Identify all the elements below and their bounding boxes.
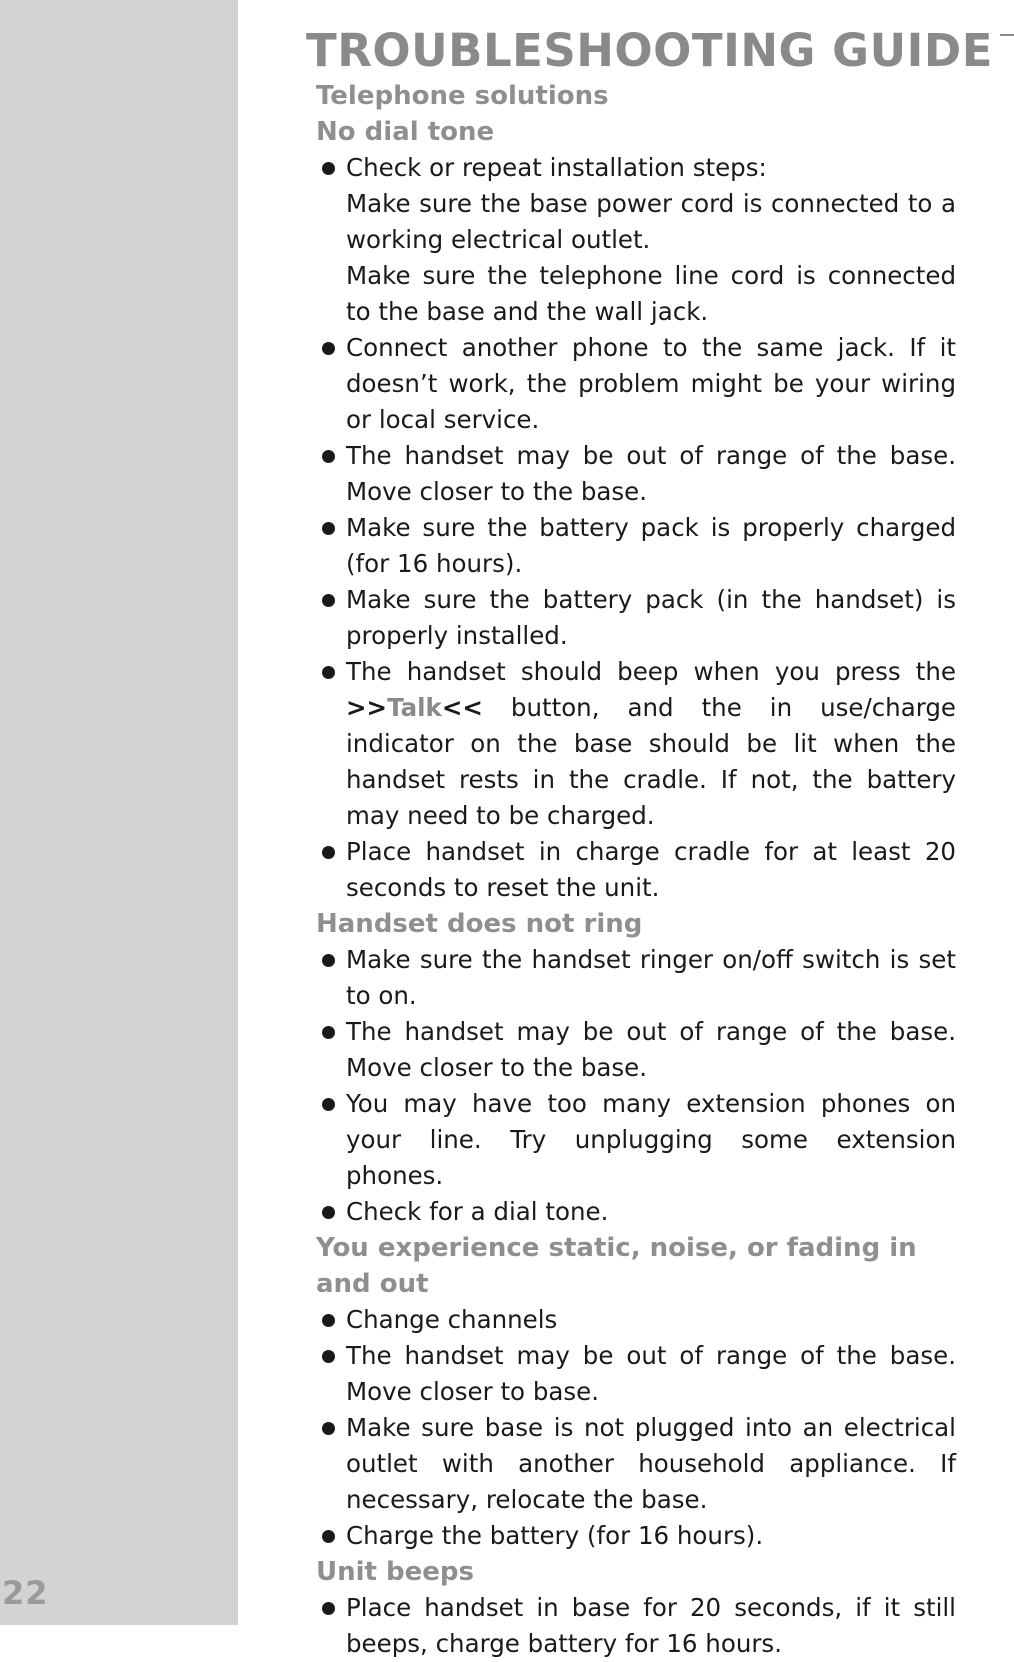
list-item <box>316 1194 956 1230</box>
item-subtext: Make sure the telephone line cord is connected to the base and the wall jack. <box>346 261 956 326</box>
list-item <box>316 1590 956 1662</box>
bullet-icon <box>322 1206 335 1219</box>
item-text: Check for a dial tone. <box>346 1197 609 1226</box>
list-item <box>316 150 956 330</box>
list-handset-does-not-ring <box>316 942 956 1230</box>
item-text: Change channels <box>346 1305 558 1334</box>
item-text: The handset should beep when you press the <box>346 657 956 686</box>
bullet-icon <box>322 162 335 175</box>
list-item <box>316 942 956 1014</box>
list-item <box>316 438 956 510</box>
item-text: The handset may be out of range of the base. Move closer to the base. <box>346 1017 956 1082</box>
bullet-icon <box>322 1098 335 1111</box>
list-item <box>316 582 956 654</box>
bullet-icon <box>322 1530 335 1543</box>
bullet-icon <box>322 1314 335 1327</box>
list-item <box>316 1086 956 1194</box>
bullet-icon <box>322 954 335 967</box>
talk-key-open: >> <box>346 693 388 722</box>
list-item <box>316 330 956 438</box>
list-item <box>316 1338 956 1410</box>
bullet-icon <box>322 846 335 859</box>
item-text: You may have too many extension phones on your line. Try unplugging some extension phones. <box>346 1089 956 1190</box>
bullet-icon <box>322 450 335 463</box>
content-column <box>316 78 956 1662</box>
item-text: button, and the in use/charge indicator on the base should be lit when the handset rests in the cradle. If not, the battery may need to be charged. <box>346 693 956 830</box>
bullet-icon <box>322 342 335 355</box>
bullet-icon <box>322 522 335 535</box>
item-text: Make sure the battery pack (in the handset) is properly installed. <box>346 585 956 650</box>
list-item <box>316 1014 956 1086</box>
item-text: Check or repeat installation steps: <box>346 153 767 182</box>
list-no-dial-tone <box>316 150 956 906</box>
item-text: Place handset in charge cradle for at least 20 seconds to reset the unit. <box>346 837 956 902</box>
bullet-icon <box>322 1026 335 1039</box>
section-heading: Telephone solutions <box>316 81 609 111</box>
heading-no-dial-tone: No dial tone <box>316 117 495 147</box>
item-text: Connect another phone to the same jack. If it doesn’t work, the problem might be your wiring or local service. <box>346 333 956 434</box>
talk-key-close: << <box>441 693 483 722</box>
list-item <box>316 1302 956 1338</box>
item-subtext: Make sure the base power cord is connected to a working electrical outlet. <box>346 189 956 254</box>
bullet-icon <box>322 1350 335 1363</box>
talk-key-label: Talk <box>387 693 442 722</box>
item-text: Charge the battery (for 16 hours). <box>346 1521 764 1550</box>
item-text: Make sure the handset ringer on/off switch is set to on. <box>346 945 956 1010</box>
list-static-noise <box>316 1302 956 1554</box>
bullet-icon <box>322 666 335 679</box>
heading-unit-beeps: Unit beeps <box>316 1557 474 1587</box>
item-text: Make sure the battery pack is properly charged (for 16 hours). <box>346 513 956 578</box>
page-number: 22 <box>2 1574 49 1612</box>
list-item <box>316 1410 956 1518</box>
title-rule <box>1000 34 1014 36</box>
item-text: The handset may be out of range of the base. Move closer to base. <box>346 1341 956 1406</box>
list-item <box>316 1518 956 1554</box>
item-text: Make sure base is not plugged into an electrical outlet with another household appliance. If necessary, relocate the base. <box>346 1413 956 1514</box>
page-title: TROUBLESHOOTING GUIDE <box>306 24 993 78</box>
item-text: The handset may be out of range of the base. Move closer to the base. <box>346 441 956 506</box>
list-item <box>316 510 956 582</box>
bullet-icon <box>322 594 335 607</box>
left-margin-band <box>0 0 238 1625</box>
heading-handset-does-not-ring: Handset does not ring <box>316 909 643 939</box>
list-item <box>316 834 956 906</box>
list-unit-beeps <box>316 1590 956 1662</box>
item-text: Place handset in base for 20 seconds, if it still beeps, charge battery for 16 hours. <box>346 1593 956 1658</box>
bullet-icon <box>322 1602 335 1615</box>
list-item <box>316 654 956 834</box>
bullet-icon <box>322 1422 335 1435</box>
heading-static-noise: You experience static, noise, or fading in and out <box>316 1233 917 1299</box>
